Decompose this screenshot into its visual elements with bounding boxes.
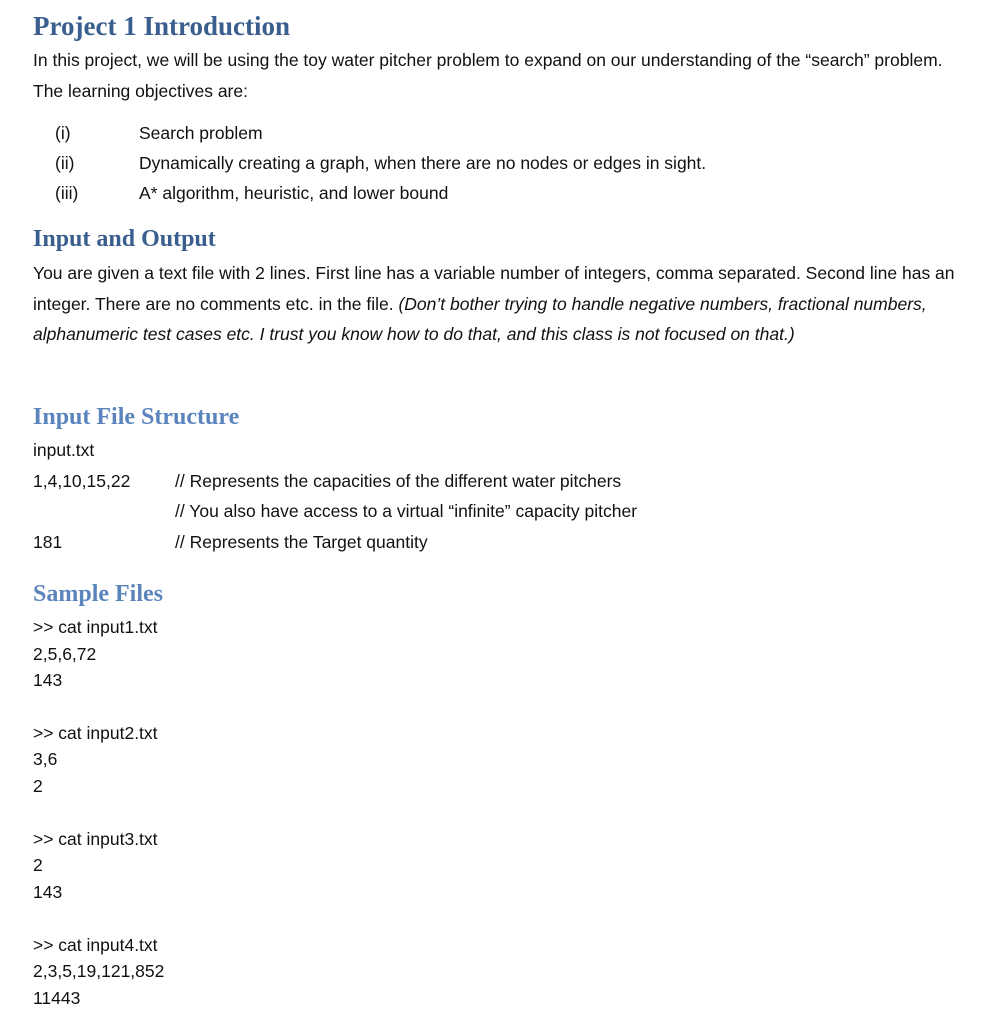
sample-command: >> cat input2.txt (33, 723, 158, 743)
structure-heading: Input File Structure (33, 404, 240, 430)
io-heading: Input and Output (33, 226, 216, 252)
sample-command: >> cat input1.txt (33, 617, 158, 637)
intro-heading: Project 1 Introduction (33, 11, 290, 41)
objective-text: A* algorithm, heuristic, and lower bound (139, 183, 449, 203)
sample-line1: 2 (33, 855, 43, 875)
io-text-italic: (Don’t bother trying to handle negative numbers, fractional numbers, alphanumeric test cases etc. I trust you know how to do that, and this class is not focused on that.) (33, 293, 927, 344)
objective-item (55, 148, 706, 178)
objective-number: (iii) (55, 183, 79, 203)
objective-item (55, 118, 263, 148)
structure-filename: input.txt (33, 440, 95, 460)
sample-command: >> cat input4.txt (33, 935, 158, 955)
sample-line2: 2 (33, 776, 43, 796)
sample-line1: 3,6 (33, 749, 58, 769)
objective-text: Dynamically creating a graph, when there are no nodes or edges in sight. (139, 153, 707, 173)
sample-line1: 2,3,5,19,121,852 (33, 961, 165, 981)
structure-line2-value: 181 (33, 532, 63, 552)
intro-paragraph: In this project, we will be using the toy water pitcher problem to expand on our understanding of the “search” problem. The learning objectives are: (33, 50, 943, 101)
sample-line2: 143 (33, 882, 63, 902)
sample-line2: 143 (33, 670, 63, 690)
structure-line1-value: 1,4,10,15,22 (33, 471, 131, 491)
objective-item (55, 178, 448, 208)
structure-line1b-comment: // You also have access to a virtual “infinite” capacity pitcher (175, 501, 638, 521)
sample-command: >> cat input3.txt (33, 829, 158, 849)
objective-text: Search problem (139, 123, 263, 143)
samples-heading: Sample Files (33, 581, 163, 607)
io-text-plain: You are given a text file with 2 lines. First line has a variable number of integers, comma separated. Second line has an integer. There are no comments etc. in the file. (33, 263, 955, 314)
sample-line2: 11443 (33, 988, 81, 1008)
objective-number: (ii) (55, 153, 75, 173)
structure-line2-comment: // Represents the Target quantity (175, 532, 428, 552)
sample-line1: 2,5,6,72 (33, 644, 97, 664)
io-paragraph (33, 258, 963, 350)
objective-number: (i) (55, 123, 71, 143)
structure-line1-comment: // Represents the capacities of the different water pitchers (175, 471, 622, 491)
